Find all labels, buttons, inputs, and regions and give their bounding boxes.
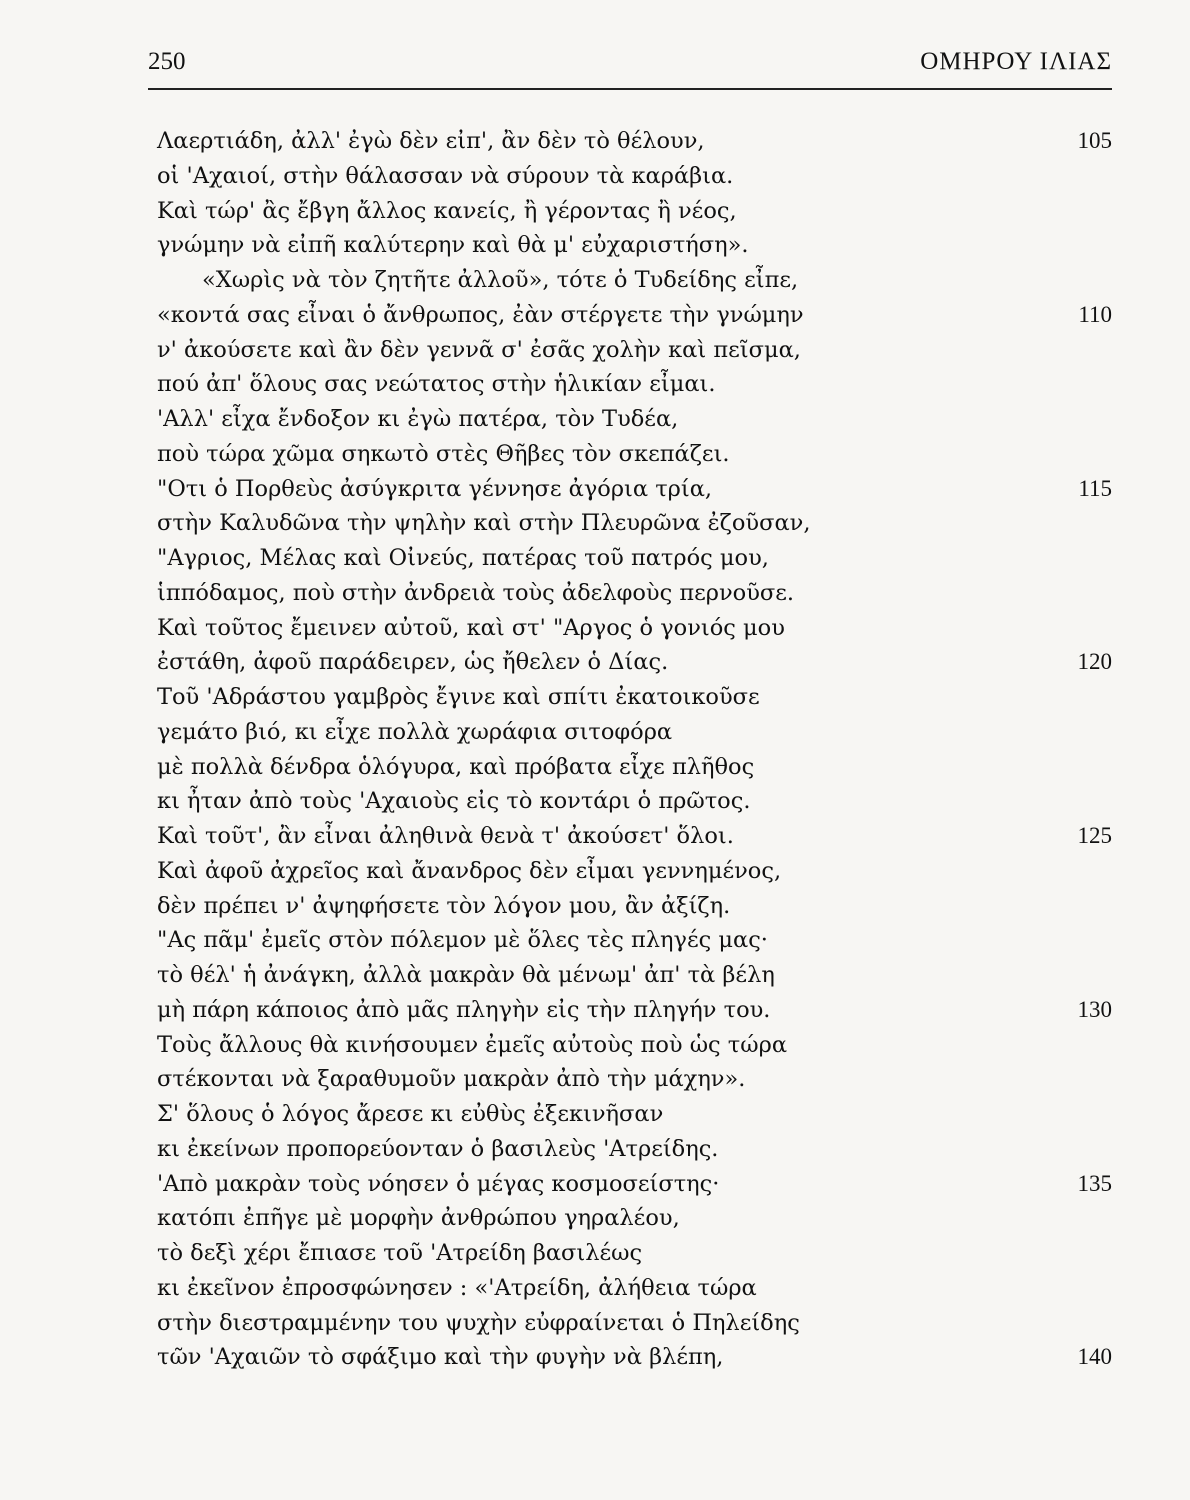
running-header [148, 48, 1112, 88]
line-number: 140 [1077, 1344, 1112, 1370]
verse-line [157, 1028, 1112, 1063]
line-number: 115 [1078, 475, 1112, 501]
verse-line [157, 1236, 1112, 1271]
verse-line [157, 1097, 1112, 1132]
verse-text: "Ας πᾶμ' ἐμεῖς στὸν πόλεμον μὲ ὅλες τὲς πληγές μας· [157, 927, 768, 954]
verse-line [157, 194, 1112, 229]
line-number: 120 [1077, 649, 1112, 675]
line-number: 110 [1078, 301, 1112, 327]
verse-line [157, 750, 1112, 785]
verse-line [157, 263, 1112, 298]
verse-line [157, 1062, 1112, 1097]
verse-text: 'Απὸ μακρὰν τοὺς νόησεν ὁ μέγας κοσμοσείστης· [157, 1170, 720, 1197]
verse-text: γεμάτο βιό, κι εἶχε πολλὰ χωράφια σιτοφόρα [157, 718, 673, 745]
verse-line [157, 715, 1112, 750]
verse-text: 'Αλλ' εἶχα ἔνδοξον κι ἐγὼ πατέρα, τὸν Τυδέα, [157, 406, 679, 432]
verse-text: Τοῦ 'Αδράστου γαμβρὸς ἔγινε καὶ σπίτι ἐκατοικοῦσε [157, 684, 760, 710]
verse-line [157, 228, 1112, 263]
verse-text: Λαερτιάδη, ἀλλ' ἐγὼ δὲν εἰπ', ἂν δὲν τὸ θέλουν, [157, 128, 705, 154]
verse-line [157, 1201, 1112, 1236]
verse-text: γνώμην νὰ εἰπῆ καλύτερην καὶ θὰ μ' εὐχαριστήση». [157, 232, 749, 259]
verse-text: κι ἐκείνων προπορεύονταν ὁ βασιλεὺς 'Ατρείδης. [157, 1135, 719, 1162]
line-number: 130 [1077, 996, 1112, 1022]
verse-text: "Αγριος, Μέλας καὶ Οἰνεύς, πατέρας τοῦ πατρός μου, [157, 545, 769, 571]
verse-text: ἐστάθη, ἀφοῦ παράδειρεν, ὡς ἤθελεν ὁ Δίας. [157, 649, 669, 676]
verse-text: οἱ 'Αχαιοί, στὴν θάλασσαν νὰ σύρουν τὰ καράβια. [157, 162, 734, 189]
verse-text: "Οτι ὁ Πορθεὺς ἀσύγκριτα γέννησε ἀγόρια τρία, [157, 475, 713, 502]
verse-line [157, 159, 1112, 194]
verse-line [157, 645, 1112, 680]
running-title: ΟΜΗΡΟΥ ΙΛΙΑΣ [920, 48, 1112, 75]
verse-text: κατόπι ἐπῆγε μὲ μορφὴν ἀνθρώπου γηραλέου, [157, 1205, 680, 1232]
verse-text: κι ἦταν ἀπὸ τοὺς 'Αχαιοὺς εἰς τὸ κοντάρι ὁ πρῶτος. [157, 788, 751, 815]
verse-line [157, 506, 1112, 541]
verse-line [157, 680, 1112, 715]
verse-text: «Χωρὶς νὰ τὸν ζητῆτε ἀλλοῦ», τότε ὁ Τυδείδης εἶπε, [202, 267, 799, 293]
line-number: 125 [1077, 823, 1112, 848]
verse-line [157, 611, 1112, 646]
verse-line [157, 1340, 1112, 1375]
verse-line [157, 819, 1112, 854]
verse-line [157, 958, 1112, 993]
verse-text: Καὶ ἀφοῦ ἀχρεῖος καὶ ἄνανδρος δὲν εἶμαι γεννημένος, [157, 857, 782, 884]
verse-text: μὴ πάρη κάποιος ἀπὸ μᾶς πληγὴν εἰς τὴν πληγήν του. [157, 996, 771, 1023]
verse-text: δὲν πρέπει ν' ἀψηφήσετε τὸν λόγον μου, ἂν ἀξίζη. [157, 892, 731, 919]
verse-text: πού ἀπ' ὅλους σας νεώτατος στὴν ἡλικίαν εἶμαι. [157, 371, 716, 398]
line-number: 135 [1077, 1170, 1112, 1196]
verse-line [157, 854, 1112, 889]
verse-line [157, 298, 1112, 333]
verse-line [157, 993, 1112, 1028]
verse-text: τὸ θέλ' ἡ ἀνάγκη, ἀλλὰ μακρὰν θὰ μένωμ' ἀπ' τὰ βέλη [157, 962, 775, 988]
page-number: 250 [148, 48, 186, 75]
verse-line [157, 472, 1112, 507]
verse-text: τῶν 'Αχαιῶν τὸ σφάξιμο καὶ τὴν φυγὴν νὰ βλέπη, [157, 1344, 724, 1371]
verse-text: ἱππόδαμος, ποὺ στὴν ἀνδρειὰ τοὺς ἀδελφοὺς περνοῦσε. [157, 579, 795, 606]
verse-text: μὲ πολλὰ δένδρα ὁλόγυρα, καὶ πρόβατα εἶχε πλῆθος [157, 753, 755, 780]
verse-line [157, 1167, 1112, 1202]
verse-line [157, 402, 1112, 437]
verse-line [157, 1306, 1112, 1341]
verse-text: στὴν διεστραμμένην του ψυχὴν εὐφραίνεται ὁ Πηλείδης [157, 1309, 800, 1336]
verse-line [157, 124, 1112, 159]
verse-line [157, 1271, 1112, 1306]
verse-line [157, 576, 1112, 611]
verse-text: Σ' ὅλους ὁ λόγος ἄρεσε κι εὐθὺς ἐξεκινῆσαν [157, 1101, 664, 1127]
verse-text: στέκονται νὰ ξαραθυμοῦν μακρὰν ἀπὸ τὴν μάχην». [157, 1066, 746, 1093]
verse-line [157, 889, 1112, 924]
verse-text: ν' ἀκούσετε καὶ ἂν δὲν γεννᾶ σ' ἐσᾶς χολὴν καὶ πεῖσμα, [157, 336, 801, 363]
verse-line [157, 923, 1112, 958]
verse-text: «κοντά σας εἶναι ὁ ἄνθρωπος, ἐὰν στέργετε τὴν γνώμην [157, 301, 804, 328]
verse-line [157, 367, 1112, 402]
verse-text: τὸ δεξὶ χέρι ἔπιασε τοῦ 'Ατρείδη βασιλέως [157, 1240, 643, 1266]
verse-line [157, 1132, 1112, 1167]
verse-line [157, 333, 1112, 368]
verse-text: Καὶ τοῦτος ἔμεινεν αὐτοῦ, καὶ στ' "Αργος ὁ γονιός μου [157, 614, 785, 641]
verse-text: Καὶ τοῦτ', ἂν εἶναι ἀληθινὰ θενὰ τ' ἀκούσετ' ὅλοι. [157, 823, 734, 849]
line-number: 105 [1077, 128, 1112, 153]
verse-line [157, 437, 1112, 472]
verse-line [157, 541, 1112, 576]
header-rule [148, 88, 1112, 90]
verse-text: ποὺ τώρα χῶμα σηκωτὸ στὲς Θῆβες τὸν σκεπάζει. [157, 440, 730, 467]
verse-text: Τοὺς ἄλλους θὰ κινήσουμεν ἐμεῖς αὐτοὺς ποὺ ὡς τώρα [157, 1031, 788, 1058]
verse-block [157, 124, 1112, 1375]
verse-line [157, 784, 1112, 819]
verse-text: κι ἐκεῖνον ἐπροσφώνησεν : «'Ατρείδη, ἀλήθεια τώρα [157, 1274, 757, 1301]
verse-text: στὴν Καλυδῶνα τὴν ψηλὴν καὶ στὴν Πλευρῶνα ἐζοῦσαν, [157, 510, 811, 537]
verse-text: Καὶ τώρ' ἂς ἔβγη ἄλλος κανείς, ἢ γέροντας ἢ νέος, [157, 197, 737, 224]
